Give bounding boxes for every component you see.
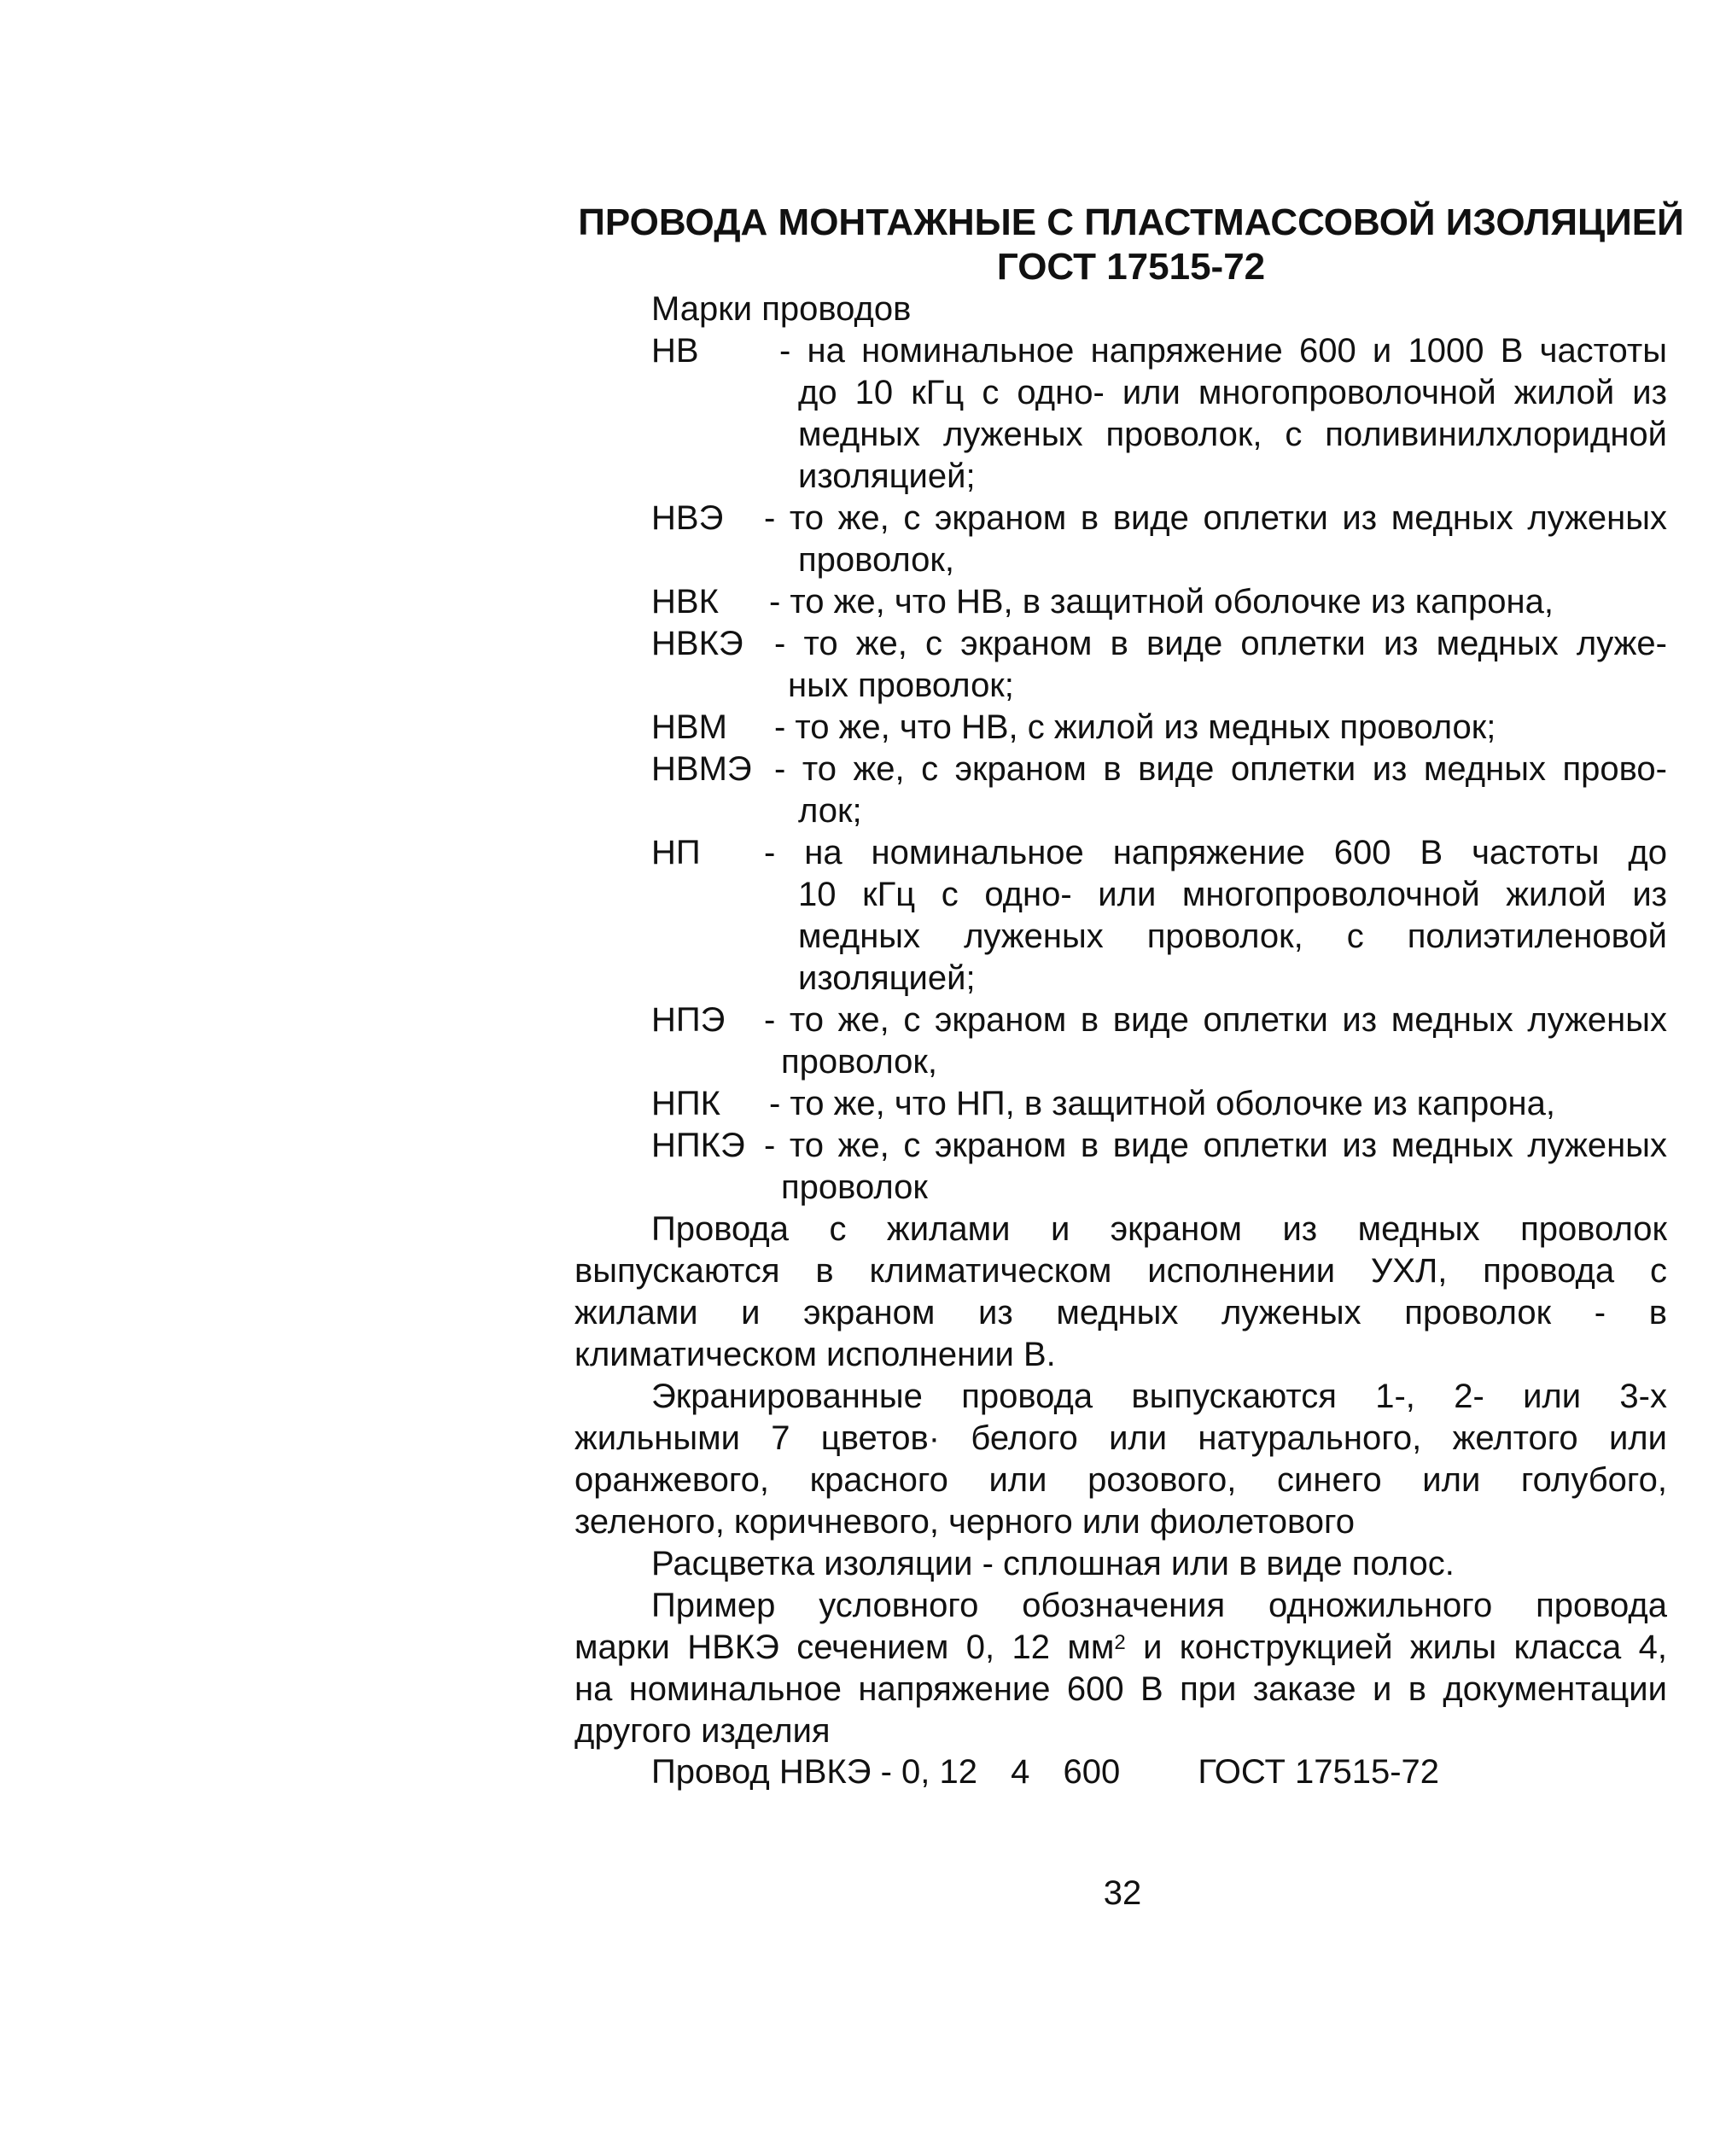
mark-code: НВМЭ bbox=[651, 750, 752, 788]
paragraph-line: на номинальное напряжение 600 В при заказе и в документации bbox=[574, 1670, 1667, 1708]
desc-line: медных луженых проволок, с поливинилхлоридной bbox=[798, 416, 1667, 453]
designation-example bbox=[651, 1751, 1439, 1793]
paragraph-line: выпускаются в климатическом исполнении УХЛ, провода с bbox=[574, 1252, 1667, 1290]
designation-part: 4 bbox=[1011, 1753, 1030, 1791]
paragraph-insulation-coloring bbox=[574, 1543, 1667, 1585]
mark-description bbox=[764, 623, 1667, 707]
mark-code: НПКЭ bbox=[651, 1127, 745, 1164]
desc-line: медных луженых проволок, с полиэтиленовой bbox=[798, 918, 1667, 955]
desc-line: - то же, что НП, в защитной оболочке из капрона, bbox=[769, 1085, 1555, 1122]
desc-line: - то же, с экраном в виде оплетки из медных луженых bbox=[764, 1127, 1667, 1164]
desc-line: ных проволок; bbox=[788, 667, 1014, 704]
mark-code: НВМ bbox=[651, 708, 727, 746]
mark-description bbox=[764, 749, 1667, 832]
paragraph-colors bbox=[574, 1376, 1667, 1543]
document-standard-number: ГОСТ 17515-72 bbox=[996, 246, 1266, 288]
desc-line: лок; bbox=[798, 792, 862, 830]
desc-line: изоляцией; bbox=[798, 959, 976, 997]
marks-intro: Марки проводов bbox=[651, 290, 912, 328]
paragraph-line: Провода с жилами и экраном из медных проволок bbox=[651, 1210, 1667, 1248]
paragraph-line bbox=[574, 1627, 1667, 1669]
mark-description bbox=[764, 498, 1667, 581]
desc-line: - то же, что НВ, в защитной оболочке из капрона, bbox=[769, 583, 1554, 621]
mark-code: НВ bbox=[651, 332, 699, 370]
mark-description bbox=[764, 581, 1667, 623]
mark-code: НПЭ bbox=[651, 1001, 726, 1039]
designation-part: ГОСТ 17515-72 bbox=[1198, 1753, 1440, 1791]
designation-part: 600 bbox=[1063, 1753, 1121, 1791]
line-part: марки НВКЭ сечением 0, 12 мм bbox=[574, 1629, 1115, 1666]
desc-line: - то же, что НВ, с жилой из медных проволок; bbox=[774, 708, 1496, 746]
desc-line: проволок bbox=[781, 1168, 928, 1206]
mark-code: НВЭ bbox=[651, 499, 724, 537]
paragraph-climate bbox=[574, 1209, 1667, 1376]
mark-description bbox=[764, 707, 1667, 749]
paragraph-line: жильными 7 цветов· белого или натурального, желтого или bbox=[574, 1419, 1667, 1457]
mark-description bbox=[764, 999, 1667, 1083]
paragraph-line: другого изделия bbox=[574, 1712, 831, 1750]
desc-line: - то же, с экраном в виде оплетки из медных луженых bbox=[764, 1001, 1667, 1039]
desc-line: - то же, с экраном в виде оплетки из медных луже- bbox=[774, 625, 1667, 662]
desc-line: - на номинальное напряжение 600 В частоты до bbox=[764, 834, 1667, 871]
paragraph-line: зеленого, коричневого, черного или фиолетового bbox=[574, 1503, 1355, 1541]
desc-line: проволок, bbox=[798, 541, 954, 579]
line-part: и конструкцией жилы класса 4, bbox=[1125, 1629, 1667, 1666]
paragraph-line: Пример условного обозначения одножильного провода bbox=[651, 1587, 1667, 1624]
paragraph-line: Расцветка изоляции - сплошная или в виде полос. bbox=[651, 1545, 1455, 1582]
designation-part: Провод НВКЭ - 0, 12 bbox=[651, 1753, 977, 1791]
desc-line: изоляцией; bbox=[798, 457, 976, 495]
document-title: ПРОВОДА МОНТАЖНЫЕ С ПЛАСТМАССОВОЙ ИЗОЛЯЦИЕЙ bbox=[578, 201, 1684, 243]
mark-code: НПК bbox=[651, 1085, 720, 1122]
paragraph-line: оранжевого, красного или розового, синего или голубого, bbox=[574, 1461, 1667, 1499]
paragraph-line: жилами и экраном из медных луженых проволок - в bbox=[574, 1294, 1667, 1331]
desc-line: 10 кГц с одно- или многопроволочной жилой из bbox=[798, 876, 1667, 913]
mark-description bbox=[764, 832, 1667, 999]
desc-line: - на номинальное напряжение 600 и 1000 В частоты bbox=[779, 332, 1667, 370]
mark-description bbox=[764, 330, 1667, 498]
superscript-square: 2 bbox=[1114, 1631, 1126, 1654]
desc-line: - то же, с экраном в виде оплетки из медных прово- bbox=[774, 750, 1667, 788]
paragraph-designation-example bbox=[574, 1585, 1667, 1752]
desc-line: до 10 кГц с одно- или многопроволочной жилой из bbox=[798, 374, 1667, 411]
mark-description bbox=[764, 1083, 1667, 1125]
mark-code: НП bbox=[651, 834, 701, 871]
mark-code: НВКЭ bbox=[651, 625, 743, 662]
paragraph-line: климатическом исполнении В. bbox=[574, 1336, 1056, 1373]
desc-line: - то же, с экраном в виде оплетки из медных луженых bbox=[764, 499, 1667, 537]
page-number: 32 bbox=[1103, 1874, 1142, 1912]
mark-description bbox=[764, 1125, 1667, 1209]
mark-code: НВК bbox=[651, 583, 719, 621]
desc-line: проволок, bbox=[781, 1043, 937, 1081]
paragraph-line: Экранированные провода выпускаются 1-, 2- или 3-х bbox=[651, 1378, 1667, 1415]
